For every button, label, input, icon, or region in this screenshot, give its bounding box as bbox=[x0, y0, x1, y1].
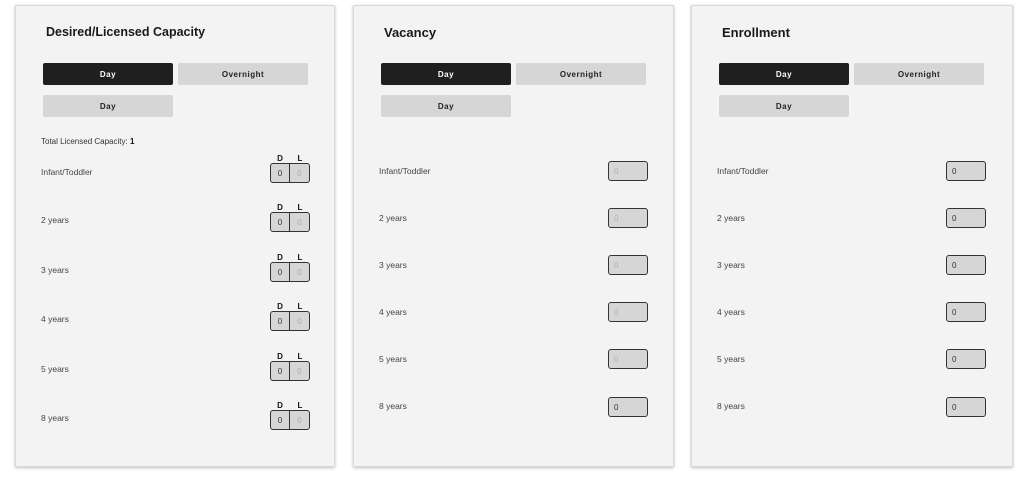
dl-header bbox=[270, 401, 310, 410]
capacity-title: Desired/Licensed Capacity bbox=[46, 25, 206, 39]
total-licensed-capacity bbox=[41, 137, 134, 146]
enrollment-tab-day-2[interactable]: Day bbox=[719, 95, 849, 117]
capacity-row-label: 3 years bbox=[41, 265, 69, 275]
capacity-row-label: Infant/Toddler bbox=[41, 167, 93, 177]
vacancy-tab-day-2[interactable]: Day bbox=[381, 95, 511, 117]
enrollment-input[interactable]: 0 bbox=[946, 302, 986, 322]
vacancy-input[interactable]: 0 bbox=[608, 161, 648, 181]
dl-input-group bbox=[270, 311, 310, 331]
l-input[interactable]: 0 bbox=[297, 316, 302, 326]
vacancy-row-label: 3 years bbox=[379, 260, 407, 270]
enrollment-input[interactable]: 0 bbox=[946, 255, 986, 275]
vacancy-row-label: 2 years bbox=[379, 213, 407, 223]
capacity-row-label: 8 years bbox=[41, 413, 69, 423]
vacancy-row-label: Infant/Toddler bbox=[379, 166, 431, 176]
vacancy-tab-day[interactable]: Day bbox=[381, 63, 511, 85]
d-input[interactable]: 0 bbox=[271, 263, 290, 281]
vacancy-row-label: 8 years bbox=[379, 401, 407, 411]
enrollment-tab-day[interactable]: Day bbox=[719, 63, 849, 85]
l-input[interactable]: 0 bbox=[297, 366, 302, 376]
vacancy-input[interactable]: 0 bbox=[608, 208, 648, 228]
enrollment-input[interactable]: 0 bbox=[946, 349, 986, 369]
enrollment-row-label: 5 years bbox=[717, 354, 745, 364]
dl-input-group bbox=[270, 361, 310, 381]
d-input[interactable]: 0 bbox=[271, 312, 290, 330]
l-input[interactable]: 0 bbox=[297, 267, 302, 277]
dl-input-group bbox=[270, 163, 310, 183]
enrollment-row-label: Infant/Toddler bbox=[717, 166, 769, 176]
l-header: L bbox=[297, 302, 303, 311]
vacancy-tab-overnight[interactable]: Overnight bbox=[516, 63, 646, 85]
d-input[interactable]: 0 bbox=[271, 213, 290, 231]
capacity-row-label: 2 years bbox=[41, 215, 69, 225]
dl-header bbox=[270, 302, 310, 311]
enrollment-input[interactable]: 0 bbox=[946, 208, 986, 228]
d-header: D bbox=[277, 253, 283, 262]
dl-header bbox=[270, 203, 310, 212]
enrollment-input[interactable]: 0 bbox=[946, 161, 986, 181]
l-input[interactable]: 0 bbox=[297, 217, 302, 227]
d-header: D bbox=[277, 302, 283, 311]
vacancy-input[interactable]: 0 bbox=[608, 302, 648, 322]
capacity-tab-overnight[interactable]: Overnight bbox=[178, 63, 308, 85]
total-capacity-label: Total Licensed Capacity: bbox=[41, 137, 130, 146]
capacity-row-label: 5 years bbox=[41, 364, 69, 374]
vacancy-input[interactable]: 0 bbox=[608, 397, 648, 417]
enrollment-row-label: 8 years bbox=[717, 401, 745, 411]
vacancy-card bbox=[353, 5, 674, 467]
dl-header bbox=[270, 154, 310, 163]
d-header: D bbox=[277, 203, 283, 212]
dl-input-group bbox=[270, 262, 310, 282]
enrollment-title: Enrollment bbox=[722, 25, 790, 40]
d-input[interactable]: 0 bbox=[271, 164, 290, 182]
vacancy-title: Vacancy bbox=[384, 25, 437, 40]
vacancy-input[interactable]: 0 bbox=[608, 255, 648, 275]
enrollment-tab-overnight[interactable]: Overnight bbox=[854, 63, 984, 85]
vacancy-row-label: 5 years bbox=[379, 354, 407, 364]
d-header: D bbox=[277, 401, 283, 410]
enrollment-input[interactable]: 0 bbox=[946, 397, 986, 417]
enrollment-row-label: 2 years bbox=[717, 213, 745, 223]
vacancy-input[interactable]: 0 bbox=[608, 349, 648, 369]
vacancy-row-label: 4 years bbox=[379, 307, 407, 317]
enrollment-row-label: 3 years bbox=[717, 260, 745, 270]
l-header: L bbox=[297, 154, 303, 163]
enrollment-row-label: 4 years bbox=[717, 307, 745, 317]
capacity-card bbox=[15, 5, 335, 467]
capacity-tab-day[interactable]: Day bbox=[43, 63, 173, 85]
dl-input-group bbox=[270, 410, 310, 430]
enrollment-card bbox=[691, 5, 1013, 467]
d-input[interactable]: 0 bbox=[271, 362, 290, 380]
dl-header bbox=[270, 253, 310, 262]
l-header: L bbox=[297, 401, 303, 410]
dl-header bbox=[270, 352, 310, 361]
total-capacity-value: 1 bbox=[129, 137, 135, 146]
capacity-tab-day-2[interactable]: Day bbox=[43, 95, 173, 117]
d-input[interactable]: 0 bbox=[271, 411, 290, 429]
l-header: L bbox=[297, 253, 303, 262]
l-header: L bbox=[297, 203, 303, 212]
d-header: D bbox=[277, 352, 283, 361]
capacity-row-label: 4 years bbox=[41, 314, 69, 324]
l-input[interactable]: 0 bbox=[297, 415, 302, 425]
l-input[interactable]: 0 bbox=[297, 168, 302, 178]
dl-input-group bbox=[270, 212, 310, 232]
l-header: L bbox=[297, 352, 303, 361]
d-header: D bbox=[277, 154, 283, 163]
